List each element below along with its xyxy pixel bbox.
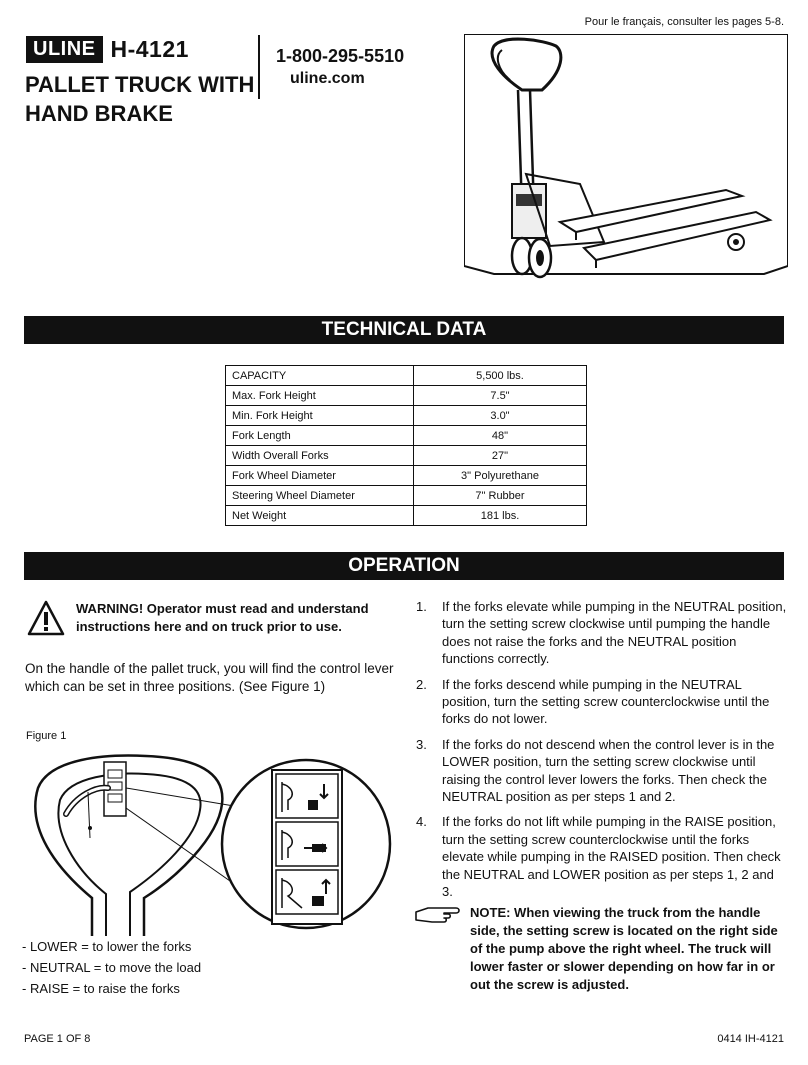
step-text: If the forks do not descend when the control lever is in the LOWER position, turn the setting screw clockwise until raising the control lever lowers the forks. Then check the NEUTRAL position as per steps 1 and 2. <box>442 736 775 805</box>
table-row <box>226 386 587 406</box>
website-link[interactable]: uline.com <box>290 70 365 87</box>
pallet-truck-illustration <box>464 34 788 282</box>
spec-label: Fork Wheel Diameter <box>226 466 414 486</box>
operation-heading: OPERATION <box>24 552 784 580</box>
handle-control-lever-illustration <box>26 748 392 936</box>
phone-number: 1-800-295-5510 <box>276 46 405 66</box>
spec-label: Width Overall Forks <box>226 446 414 466</box>
list-item: - NEUTRAL = to move the load <box>22 960 202 975</box>
step-number: 2. <box>416 676 427 692</box>
page-number: PAGE 1 OF 8 <box>24 1033 91 1045</box>
table-row <box>226 486 587 506</box>
spec-label: Steering Wheel Diameter <box>226 486 414 506</box>
step-number: 1. <box>416 599 427 614</box>
spec-value: 7" Rubber <box>414 486 587 506</box>
adjustment-steps <box>416 598 788 909</box>
list-item: - LOWER = to lower the forks <box>22 939 192 954</box>
step-text: If the forks elevate while pumping in the NEUTRAL position, turn the setting screw clockwise until pumping the handle does not raise the forks and the NEUTRAL position functions correctly. <box>442 599 787 667</box>
table-row <box>226 506 587 526</box>
spec-label: Max. Fork Height <box>226 386 414 406</box>
model-number: H-4121 <box>110 36 189 62</box>
french-language-note: Pour le français, consulter les pages 5-8. <box>584 16 784 28</box>
spec-value: 5,500 lbs. <box>414 366 587 386</box>
table-row <box>226 406 587 426</box>
intro-paragraph: On the handle of the pallet truck, you will find the control lever which can be set in three positions. (See Figure 1) <box>25 661 394 694</box>
spec-value: 3" Polyurethane <box>414 466 587 486</box>
table-row <box>226 446 587 466</box>
list-item: - RAISE = to raise the forks <box>22 981 180 996</box>
list-item <box>416 736 788 806</box>
spec-value: 3.0" <box>414 406 587 426</box>
table-row <box>226 426 587 446</box>
spec-label: CAPACITY <box>226 366 414 386</box>
table-row <box>226 366 587 386</box>
position-list <box>22 936 201 999</box>
spec-value: 181 lbs. <box>414 506 587 526</box>
step-number: 3. <box>416 736 427 752</box>
spec-value: 27" <box>414 446 587 466</box>
uline-logo: ULINE <box>26 36 103 63</box>
spec-label: Fork Length <box>226 426 414 446</box>
technical-data-heading: TECHNICAL DATA <box>24 316 784 344</box>
table-row <box>226 466 587 486</box>
spec-label: Min. Fork Height <box>226 406 414 426</box>
warning-text: WARNING! Operator must read and understand instructions here and on truck prior to use. <box>76 601 369 634</box>
step-number: 4. <box>416 814 427 830</box>
pointing-hand-icon <box>414 904 466 926</box>
spec-value: 7.5" <box>414 386 587 406</box>
document-title: PALLET TRUCK WITH HAND BRAKE <box>25 72 255 126</box>
step-text: If the forks do not lift while pumping in the RAISE position, turn the setting screw counterclockwise until the forks elevate while pumping in the RAISED position. Then check the NEUTRAL and LOWER position as per steps 1, 2 and 3. <box>442 814 781 900</box>
list-item <box>416 598 788 668</box>
document-code: 0414 IH-4121 <box>717 1033 784 1045</box>
step-text: If the forks descend while pumping in the NEUTRAL position, turn the setting screw counterclockwise until the forks do not lower. <box>442 676 770 727</box>
spec-value: 48" <box>414 426 587 446</box>
list-item <box>416 676 788 728</box>
figure-label: Figure 1 <box>26 730 67 742</box>
header-divider <box>258 35 260 99</box>
spec-label: Net Weight <box>226 506 414 526</box>
warning-triangle-icon <box>27 600 65 636</box>
note-text: NOTE: When viewing the truck from the handle side, the setting screw is located on the right side of the pump above the right wheel. The truck will lower faster or slower depending on how far in or out the screw is adjusted. <box>470 905 778 992</box>
list-item <box>416 813 788 900</box>
technical-data-table <box>225 365 587 526</box>
brand-row <box>26 36 189 63</box>
